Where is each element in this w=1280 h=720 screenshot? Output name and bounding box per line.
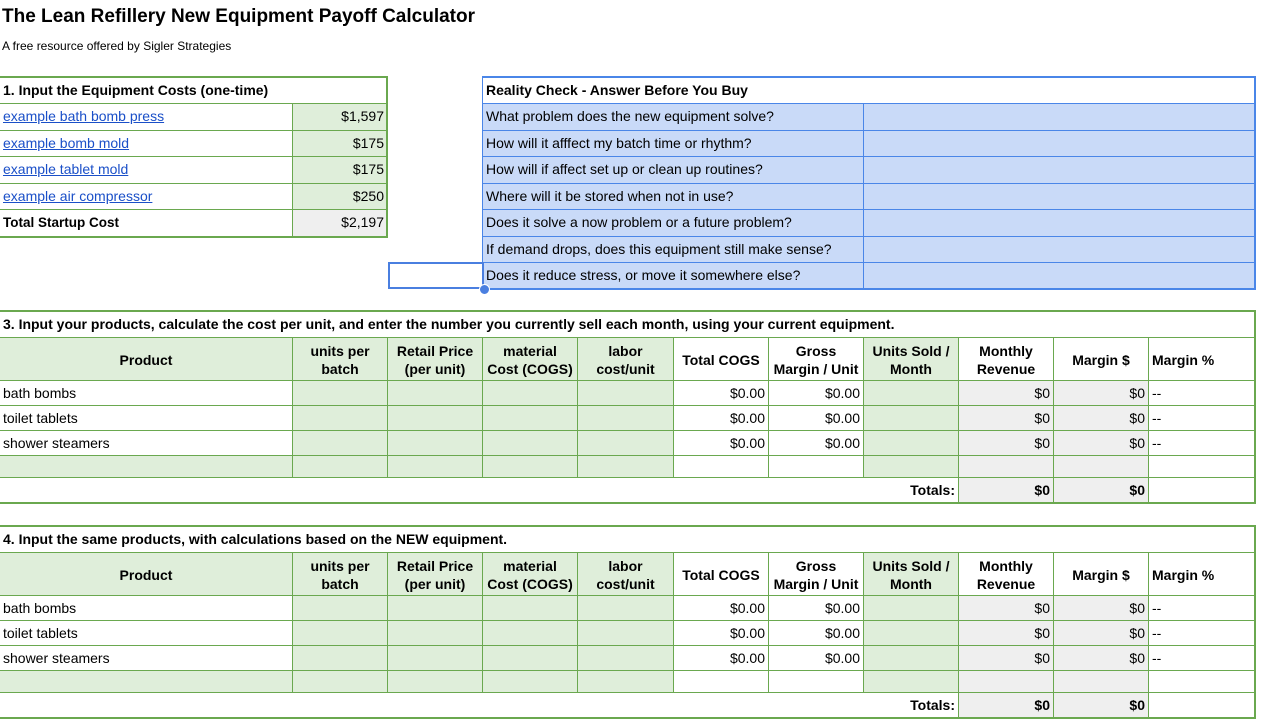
input-cell[interactable] [388, 431, 482, 455]
input-cell[interactable] [483, 431, 577, 455]
margin-cell: $0 [1054, 646, 1148, 670]
input-cell[interactable] [388, 456, 482, 478]
gross-margin-cell: $0.00 [824, 410, 860, 426]
col-header-margin-dollar [1054, 553, 1148, 595]
input-cell[interactable] [864, 456, 958, 478]
input-cell[interactable] [293, 596, 387, 620]
reality-answer-cell[interactable] [864, 237, 1254, 263]
input-cell[interactable] [864, 406, 958, 430]
revenue-cell [959, 671, 1053, 693]
col-header-units-sold [864, 553, 958, 595]
product-name[interactable]: bath bombs [3, 600, 77, 616]
total-cogs-cell: $0.00 [729, 600, 765, 616]
total-startup-label: Total Startup Cost [3, 215, 119, 230]
gross-margin-cell: $0.00 [824, 625, 860, 641]
col-header-text: Total COGS [682, 567, 760, 583]
input-cell[interactable] [293, 621, 387, 645]
col-header-text: material Cost (COGS) [487, 558, 573, 592]
col-header-material-cost [483, 338, 577, 380]
margin-pct-cell: -- [1152, 625, 1162, 641]
input-cell[interactable] [864, 381, 958, 405]
reality-question: If demand drops, does this equipment still make sense? [483, 237, 863, 263]
input-cell[interactable] [483, 646, 577, 670]
margin-cell: $0 [1054, 381, 1148, 405]
revenue-cell: $0 [959, 646, 1053, 670]
margin-pct-cell: -- [1152, 600, 1162, 616]
input-cell[interactable] [0, 456, 292, 478]
input-cell[interactable] [578, 431, 673, 455]
product-name[interactable]: shower steamers [3, 435, 110, 451]
input-cell[interactable] [483, 406, 577, 430]
totals-label: Totals: [910, 482, 955, 498]
input-cell[interactable] [578, 596, 673, 620]
equipment-link[interactable]: example bath bomb press [3, 108, 165, 124]
input-cell[interactable] [483, 381, 577, 405]
col-header-text: Product [119, 352, 173, 368]
col-header-text: Margin $ [1072, 352, 1130, 368]
input-cell[interactable] [864, 646, 958, 670]
input-cell[interactable] [578, 671, 673, 693]
input-cell[interactable] [388, 381, 482, 405]
input-cell[interactable] [388, 621, 482, 645]
input-cell[interactable] [483, 671, 577, 693]
input-cell[interactable] [578, 406, 673, 430]
col-header-text: Retail Price (per unit) [396, 558, 474, 592]
col-header-text: labor cost/unit [596, 558, 655, 592]
col-header-text: Margin % [1152, 352, 1215, 368]
reality-answer-cell[interactable] [864, 263, 1254, 289]
col-header-text: Margin $ [1072, 567, 1130, 583]
col-header-total-cogs [674, 553, 768, 595]
col-header-gross-margin [769, 338, 863, 380]
reality-question: How will it afffect my batch time or rhythm? [483, 131, 863, 157]
input-cell[interactable] [388, 646, 482, 670]
input-cell[interactable] [483, 456, 577, 478]
reality-answer-cell[interactable] [864, 210, 1254, 236]
input-cell[interactable] [293, 431, 387, 455]
reality-answer-cell[interactable] [864, 104, 1254, 130]
margin-cell [1054, 671, 1148, 693]
col-header-text: Units Sold / Month [872, 558, 950, 592]
reality-question: What problem does the new equipment solve? [483, 104, 863, 130]
col-header-retail-price [388, 553, 482, 595]
totals-revenue: $0 [959, 693, 1053, 718]
input-cell[interactable] [578, 646, 673, 670]
col-header-product [0, 553, 292, 595]
col-header-margin-pct [1149, 338, 1254, 380]
col-header-text: Monthly Revenue [976, 343, 1036, 377]
gross-margin-cell: $0.00 [824, 385, 860, 401]
totals-label: Totals: [910, 697, 955, 713]
input-cell[interactable] [578, 381, 673, 405]
reality-question: How will if affect set up or clean up routines? [483, 157, 863, 183]
section3-title: 3. Input your products, calculate the cost per unit, and enter the number you currently sell each month, using your current equipment. [3, 316, 895, 332]
gross-margin-cell: $0.00 [824, 435, 860, 451]
input-cell[interactable] [864, 671, 958, 693]
equipment-cost-cell[interactable]: $175 [293, 157, 387, 183]
total-cogs-cell: $0.00 [729, 650, 765, 666]
col-header-text: units per batch [310, 558, 370, 592]
fill-handle[interactable] [479, 284, 490, 295]
gross-margin-cell: $0.00 [824, 650, 860, 666]
margin-cell: $0 [1054, 406, 1148, 430]
equipment-cost-cell[interactable]: $175 [293, 131, 387, 157]
col-header-labor [578, 553, 673, 595]
gross-margin-cell: $0.00 [824, 600, 860, 616]
input-cell[interactable] [578, 621, 673, 645]
col-header-text: Gross Margin / Unit [773, 343, 859, 377]
revenue-cell: $0 [959, 596, 1053, 620]
input-cell[interactable] [388, 596, 482, 620]
reality-question: Does it solve a now problem or a future problem? [483, 210, 863, 236]
col-header-text: Total COGS [682, 352, 760, 368]
revenue-cell: $0 [959, 381, 1053, 405]
input-cell[interactable] [293, 406, 387, 430]
equipment-link[interactable]: example tablet mold [3, 161, 129, 177]
equipment-cost-cell[interactable]: $250 [293, 184, 387, 210]
totals-revenue: $0 [959, 478, 1053, 503]
page-subtitle: A free resource offered by Sigler Strategies [2, 39, 232, 53]
col-header-monthly-revenue [959, 553, 1053, 595]
margin-cell: $0 [1054, 621, 1148, 645]
product-name[interactable]: bath bombs [3, 385, 77, 401]
col-header-units-per-batch [293, 338, 387, 380]
selected-cell[interactable] [388, 262, 484, 289]
totals-margin: $0 [1054, 693, 1148, 718]
col-header-margin-dollar [1054, 338, 1148, 380]
col-header-retail-price [388, 338, 482, 380]
col-header-text: units per batch [310, 343, 370, 377]
input-cell[interactable] [293, 456, 387, 478]
col-header-text: Product [119, 567, 173, 583]
col-header-units-per-batch [293, 553, 387, 595]
margin-pct-cell: -- [1152, 435, 1162, 451]
input-cell[interactable] [388, 671, 482, 693]
product-name[interactable]: shower steamers [3, 650, 110, 666]
reality-question: Where will it be stored when not in use? [483, 184, 863, 210]
margin-pct-cell: -- [1152, 410, 1162, 426]
col-header-text: Margin % [1152, 567, 1215, 583]
reality-question: Does it reduce stress, or move it somewhere else? [483, 263, 863, 289]
input-cell[interactable] [388, 406, 482, 430]
total-cogs-cell: $0.00 [729, 625, 765, 641]
col-header-text: Gross Margin / Unit [773, 558, 859, 592]
totals-margin: $0 [1054, 478, 1148, 503]
margin-cell [1054, 456, 1148, 478]
input-cell[interactable] [293, 381, 387, 405]
revenue-cell [959, 456, 1053, 478]
total-cogs-cell: $0.00 [729, 385, 765, 401]
reality-answer-cell[interactable] [864, 131, 1254, 157]
col-header-text: Monthly Revenue [976, 558, 1036, 592]
section1-title: 1. Input the Equipment Costs (one-time) [3, 82, 269, 98]
input-cell[interactable] [864, 596, 958, 620]
col-header-monthly-revenue [959, 338, 1053, 380]
equipment-cost-cell[interactable]: $1,597 [293, 104, 387, 130]
input-cell[interactable] [293, 646, 387, 670]
input-cell[interactable] [0, 671, 292, 693]
product-name[interactable]: toilet tablets [3, 625, 78, 641]
revenue-cell: $0 [959, 431, 1053, 455]
col-header-margin-pct [1149, 553, 1254, 595]
equipment-link[interactable]: example air compressor [3, 188, 153, 204]
col-header-total-cogs [674, 338, 768, 380]
input-cell[interactable] [483, 621, 577, 645]
input-cell[interactable] [864, 431, 958, 455]
col-header-text: labor cost/unit [596, 343, 655, 377]
col-header-units-sold [864, 338, 958, 380]
col-header-product [0, 338, 292, 380]
col-header-text: Retail Price (per unit) [396, 343, 474, 377]
margin-pct-cell: -- [1152, 650, 1162, 666]
total-cogs-cell: $0.00 [729, 435, 765, 451]
input-cell[interactable] [293, 671, 387, 693]
section4-title: 4. Input the same products, with calculations based on the NEW equipment. [3, 531, 508, 547]
input-cell[interactable] [578, 456, 673, 478]
input-cell[interactable] [483, 596, 577, 620]
equipment-link[interactable]: example bomb mold [3, 135, 130, 151]
margin-cell: $0 [1054, 431, 1148, 455]
margin-pct-cell: -- [1152, 385, 1162, 401]
col-header-gross-margin [769, 553, 863, 595]
reality-answer-cell[interactable] [864, 157, 1254, 183]
product-name[interactable]: toilet tablets [3, 410, 78, 426]
margin-cell: $0 [1054, 596, 1148, 620]
total-cogs-cell: $0.00 [729, 410, 765, 426]
page-title: The Lean Refillery New Equipment Payoff Calculator [2, 6, 475, 27]
col-header-text: Units Sold / Month [872, 343, 950, 377]
col-header-text: material Cost (COGS) [487, 343, 573, 377]
reality-check-title: Reality Check - Answer Before You Buy [486, 82, 748, 98]
total-startup-value: $2,197 [293, 210, 387, 236]
revenue-cell: $0 [959, 406, 1053, 430]
col-header-labor [578, 338, 673, 380]
input-cell[interactable] [864, 621, 958, 645]
revenue-cell: $0 [959, 621, 1053, 645]
reality-answer-cell[interactable] [864, 184, 1254, 210]
col-header-material-cost [483, 553, 577, 595]
